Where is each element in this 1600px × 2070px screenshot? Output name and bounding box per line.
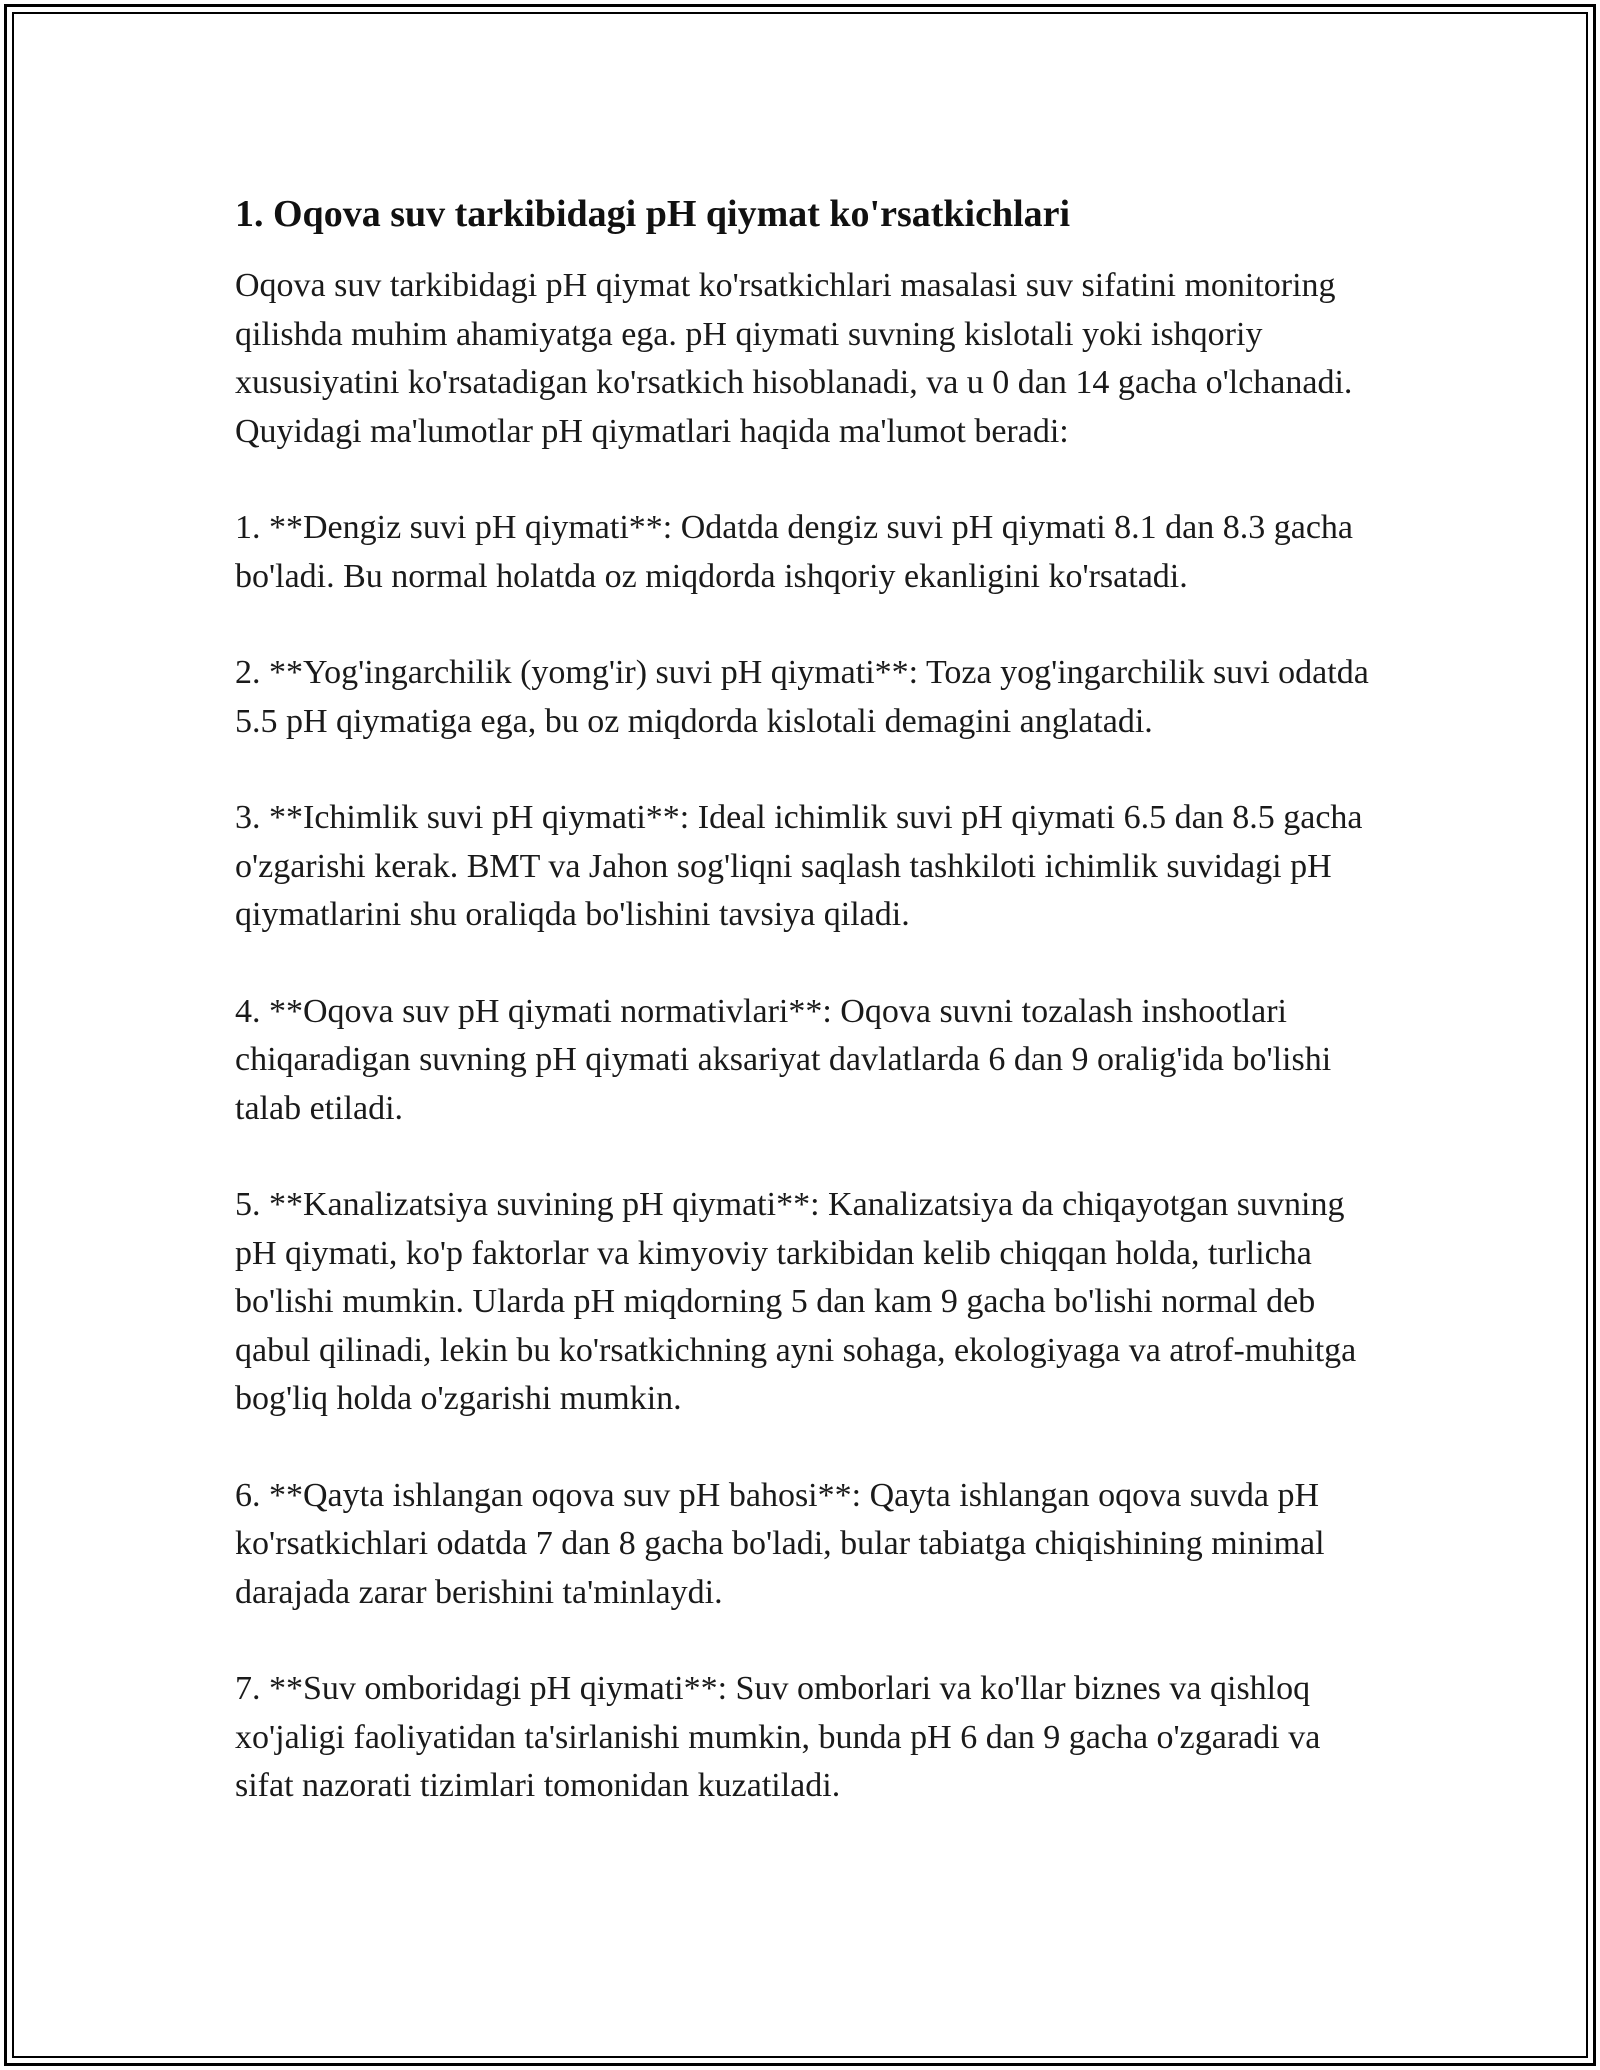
list-item: 7. **Suv omboridagi pH qiymati**: Suv omborlari va ko'llar biznes va qishloq xo'jaligi faoliyatidan ta'sirlanishi mumkin, bunda pH 6 dan 9 gacha o'zgaradi va sifat nazorati tizimlari tomonidan kuzatiladi.: [235, 1670, 1321, 1804]
list-item: 5. **Kanalizatsiya suvining pH qiymati**: Kanalizatsiya da chiqayotgan suvning pH qiymati, ko'p faktorlar va kimyoviy tarkibidan kelib chiqqan holda, turlicha bo'lishi mumkin. Ularda pH miqdorning 5 dan kam 9 gacha bo'lishi normal deb qabul qilinadi, lekin bu ko'rsatkichning ayni sohaga, ekologiyaga va atrof-muhitga bog'liq holda o'zgarishi mumkin.: [235, 1186, 1357, 1417]
document-body: [235, 186, 1375, 1859]
list-item: 6. **Qayta ishlangan oqova suv pH bahosi**: Qayta ishlangan oqova suvda pH ko'rsatkichlari odatda 7 dan 8 gacha bo'ladi, bular tabiatga chiqishining minimal darajada zarar berishini ta'minlaydi.: [235, 1476, 1325, 1611]
list-item: 3. **Ichimlik suvi pH qiymati**: Ideal ichimlik suvi pH qiymati 6.5 dan 8.5 gacha o'zgarishi kerak. BMT va Jahon sog'liqni saqlash tashkiloti ichimlik suvidagi pH qiymatlarini shu oraliqda bo'lishini tavsiya qiladi.: [235, 799, 1363, 933]
list-item: 1. **Dengiz suvi pH qiymati**: Odatda dengiz suvi pH qiymati 8.1 dan 8.3 gacha bo'ladi. Bu normal holatda oz miqdorda ishqoriy ekanligini ko'rsatadi.: [235, 509, 1354, 595]
document-title: 1. Oqova suv tarkibidagi pH qiymat ko'rsatkichlari: [235, 193, 1071, 235]
intro-paragraph: Oqova suv tarkibidagi pH qiymat ko'rsatkichlari masalasi suv sifatini monitoring qilishda muhim ahamiyatga ega. pH qiymati suvning kislotali yoki ishqoriy xususiyatini ko'rsatadigan ko'rsatkich hisoblanadi, va u 0 dan 14 gacha o'lchanadi. Quyidagi ma'lumotlar pH qiymatlari haqida ma'lumot beradi:: [235, 267, 1353, 450]
list-item: 2. **Yog'ingarchilik (yomg'ir) suvi pH qiymati**: Toza yog'ingarchilik suvi odatda 5.5 pH qiymatiga ega, bu oz miqdorda kislotali demagini anglatadi.: [235, 654, 1369, 740]
list-item: 4. **Oqova suv pH qiymati normativlari**: Oqova suvni tozalash inshootlari chiqaradigan suvning pH qiymati aksariyat davlatlarda 6 dan 9 oralig'ida bo'lishi talab etiladi.: [235, 992, 1332, 1127]
